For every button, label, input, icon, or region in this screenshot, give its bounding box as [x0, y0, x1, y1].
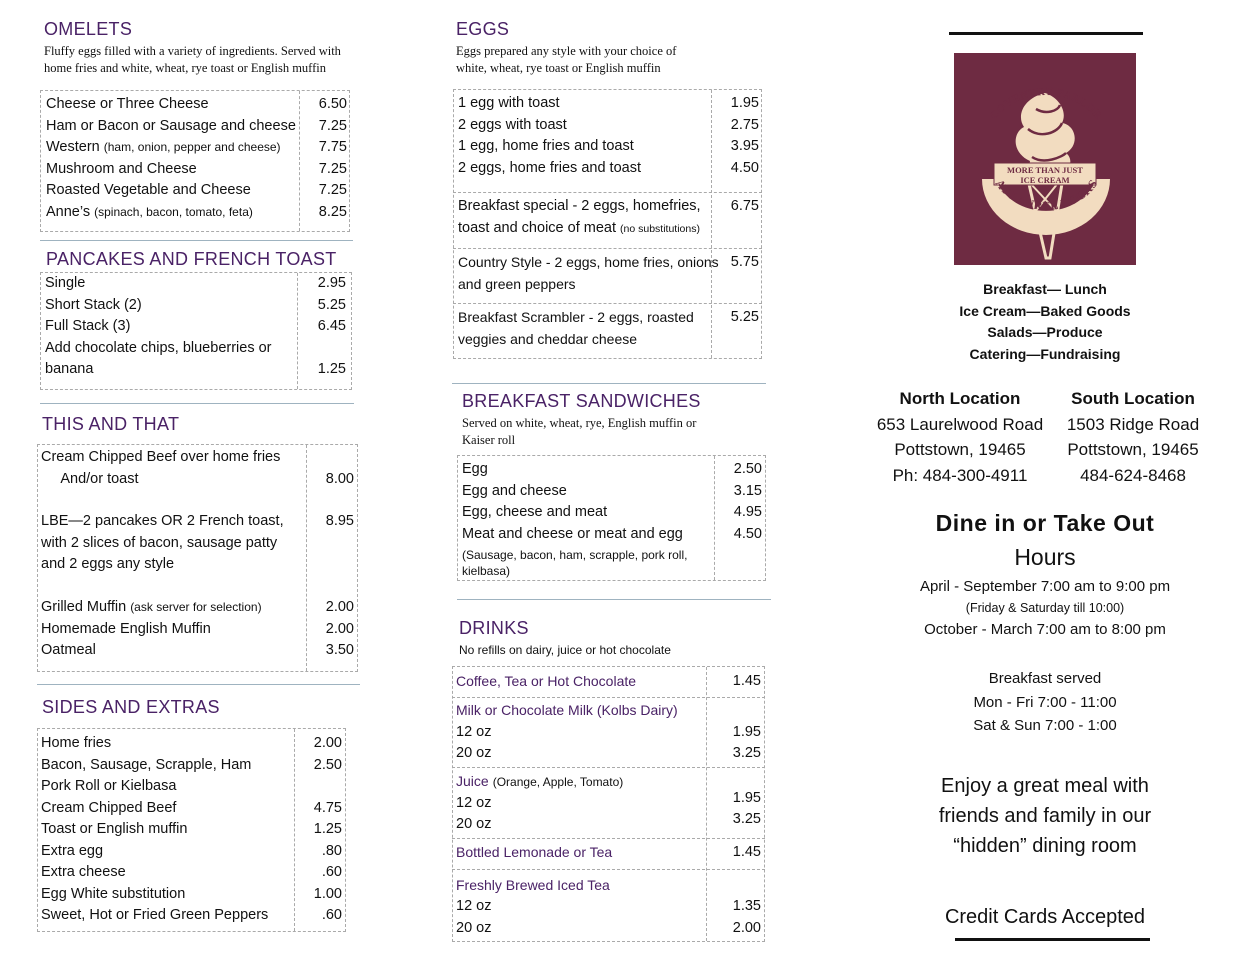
row-divider [453, 192, 762, 193]
north-location [870, 386, 1050, 488]
menu-item: Cream Chipped Beef [41, 799, 177, 816]
credit-cards-note: Credit Cards Accepted [944, 906, 1146, 928]
menu-item-price: 3.25 [732, 811, 761, 827]
drink-item: Coffee, Tea or Hot Chocolate [456, 673, 637, 689]
enjoy-line: “hidden” dining room [953, 835, 1137, 857]
eggs-description [456, 43, 676, 77]
menu-item-price: 1.25 [313, 821, 342, 837]
menu-item-price: .60 [321, 907, 342, 923]
menu-item: Western (ham, onion, pepper and cheese) [46, 139, 281, 155]
enjoy-line: Enjoy a great meal with [941, 775, 1149, 797]
menu-item-price: 6.45 [317, 318, 346, 334]
eggs-desc-line: white, wheat, rye toast or English muffin [456, 61, 661, 75]
menu-item: Anne’s (spinach, bacon, tomato, feta) [46, 203, 253, 220]
menu-item: Full Stack (3) [45, 318, 131, 334]
menu-item: Extra egg [41, 842, 104, 859]
menu-item-price: 1.95 [732, 790, 761, 806]
menu-item: Mushroom and Cheese [46, 160, 197, 177]
drink-size: 12 oz [456, 794, 492, 811]
menu-item-price: .80 [321, 842, 342, 859]
menu-item-price: .60 [321, 864, 342, 880]
menu-item: Add chocolate chips, blueberries or [45, 339, 272, 356]
row-divider [453, 248, 762, 249]
menu-item: toast and choice of meat (no substitutions) [458, 219, 700, 236]
menu-item: Egg, cheese and meat [462, 504, 608, 520]
logo-top-text: COVENTRY PARLOR [987, 85, 1105, 122]
menu-item-price: 5.25 [730, 309, 759, 325]
drinks-title: DRINKS [459, 618, 529, 638]
menu-item-price: 7.25 [318, 160, 347, 177]
menu-item-price: 2.00 [313, 735, 342, 751]
location-address: 653 Laurelwood Road [876, 414, 1044, 434]
enjoy-message [895, 771, 1195, 861]
menu-item-price: 7.25 [318, 117, 347, 134]
menu-item: Bacon, Sausage, Scrapple, Ham [41, 756, 252, 773]
menu-item-price: 4.50 [730, 159, 759, 176]
menu-item: Cheese or Three Cheese [46, 96, 209, 112]
menu-item: Egg [462, 461, 488, 477]
drink-size: 20 oz [456, 745, 492, 761]
section-divider [457, 599, 771, 600]
coventry-parlor-logo [954, 53, 1136, 265]
menu-item: 1 egg with toast [458, 95, 560, 111]
logo-emblem-icon [954, 53, 1136, 265]
row-divider [452, 838, 765, 839]
location-title: South Location [1071, 389, 1195, 408]
row-divider [453, 303, 762, 304]
drink-size: 20 oz [456, 816, 492, 832]
drinks-description: No refills on dairy, juice or hot chocolate [459, 643, 671, 657]
location-address: 1503 Ridge Road [1066, 414, 1200, 434]
menu-item: Egg White substitution [41, 885, 186, 902]
menu-item-price: 2.75 [730, 116, 759, 133]
menu-item: And/or toast [41, 470, 139, 487]
eggs-desc-line: Eggs prepared any style with your choice of [456, 44, 677, 58]
service-line: Catering—Fundraising [969, 345, 1121, 362]
menu-item: 2 eggs with toast [458, 116, 567, 133]
menu-item-price: 5.75 [730, 254, 759, 270]
eggs-title: EGGS [456, 19, 510, 39]
menu-item-price: 2.00 [325, 620, 354, 637]
sandwiches-description [462, 415, 696, 449]
menu-item-price: 6.50 [318, 96, 347, 112]
menu-item-price: 3.50 [325, 642, 354, 658]
section-divider [452, 383, 766, 384]
menu-item-price: 1.45 [732, 844, 761, 860]
drink-item: Juice (Orange, Apple, Tomato) [456, 773, 624, 789]
menu-item-price: 2.95 [317, 275, 346, 291]
menu-item-price: 1.45 [732, 673, 761, 689]
menu-item: Breakfast special - 2 eggs, homefries, [458, 198, 701, 214]
menu-item: veggies and cheddar cheese [458, 330, 638, 347]
location-city: Pottstown, 19465 [1067, 440, 1199, 459]
menu-item: with 2 slices of bacon, sausage patty [41, 534, 278, 551]
menu-item: LBE—2 pancakes OR 2 French toast, [41, 513, 284, 529]
menu-item: Cream Chipped Beef over home fries [41, 449, 281, 465]
service-line: Salads—Produce [987, 324, 1103, 340]
hours-winter: October - March 7:00 am to 8:00 pm [924, 621, 1166, 638]
menu-item: Toast or English muffin [41, 821, 188, 837]
sandwiches-desc-line: Served on white, wheat, rye, English muffin or [462, 416, 697, 430]
menu-item: and green peppers [458, 275, 576, 292]
drink-size: 12 oz [456, 723, 492, 740]
services-list [930, 279, 1160, 365]
menu-item-price: 1.35 [732, 898, 761, 914]
menu-item-price: 1.25 [317, 361, 346, 377]
drink-size: 20 oz [456, 919, 492, 936]
menu-item: 2 eggs, home fries and toast [458, 159, 641, 176]
menu-item-price: 2.50 [733, 461, 762, 477]
location-city: Pottstown, 19465 [894, 440, 1026, 459]
dine-in-heading: Dine in or Take Out [935, 510, 1155, 536]
breakfast-title: Breakfast served [988, 670, 1102, 687]
menu-item-price: 6.75 [730, 198, 759, 214]
note-line: (Sausage, bacon, ham, scrapple, pork roll, [462, 548, 688, 562]
breakfast-hours [880, 667, 1210, 738]
menu-item: 1 egg, home fries and toast [458, 138, 634, 154]
south-location [1048, 386, 1218, 488]
menu-item-price: 2.00 [732, 919, 761, 936]
menu-item: Country Style - 2 eggs, home fries, onions [458, 254, 719, 270]
drink-size: 12 oz [456, 898, 492, 914]
menu-item-price: 1.00 [313, 885, 342, 902]
menu-item-price: 3.95 [730, 138, 759, 154]
this-and-that-title: THIS AND THAT [42, 414, 180, 434]
menu-item-price: 2.50 [313, 756, 342, 773]
breakfast-weekday: Mon - Fri 7:00 - 11:00 [973, 693, 1117, 711]
logo-bottom-text: AT LAUREL LOCKS [992, 176, 1101, 213]
omelets-title: OMELETS [44, 19, 133, 39]
enjoy-line: friends and family in our [938, 805, 1152, 827]
omelets-desc-line: Fluffy eggs filled with a variety of ingredients. Served with [44, 44, 341, 58]
omelets-desc-line: home fries and white, wheat, rye toast or English muffin [44, 61, 326, 75]
menu-item-price: 4.75 [313, 799, 342, 816]
menu-item: Home fries [41, 735, 112, 751]
menu-item: and 2 eggs any style [41, 556, 175, 572]
location-phone: Ph: 484-300-4911 [892, 465, 1028, 485]
menu-item-price: 4.50 [733, 525, 762, 542]
hours-summer: April - September 7:00 am to 9:00 pm [919, 578, 1171, 595]
location-title: North Location [899, 389, 1021, 408]
menu-item-price: 1.95 [730, 95, 759, 111]
menu-item-price: 2.00 [325, 599, 354, 615]
drink-item: Bottled Lemonade or Tea [456, 844, 613, 860]
section-divider [40, 403, 354, 404]
menu-item-price: 4.95 [733, 504, 762, 520]
menu-item: Single [45, 275, 86, 291]
menu-item: Egg and cheese [462, 482, 567, 499]
logo-tagline-1: MORE THAN JUST [1007, 165, 1083, 175]
menu-item-price: 8.00 [325, 470, 354, 487]
sides-title: SIDES AND EXTRAS [42, 697, 220, 717]
menu-item: Oatmeal [41, 642, 96, 658]
sandwiches-desc-line: Kaiser roll [462, 433, 516, 447]
menu-item-price: 7.75 [318, 139, 347, 155]
menu-item-price: 3.15 [733, 482, 762, 499]
note-line: kielbasa) [462, 564, 511, 578]
menu-item-price: 5.25 [317, 296, 346, 313]
menu-item: Roasted Vegetable and Cheese [46, 182, 251, 198]
menu-item: Ham or Bacon or Sausage and cheese [46, 117, 296, 134]
logo-tagline-2: ICE CREAM [1020, 175, 1070, 185]
section-divider [40, 240, 353, 241]
breakfast-weekend: Sat & Sun 7:00 - 1:00 [973, 717, 1117, 734]
service-line: Breakfast— Lunch [983, 281, 1107, 297]
menu-item: Sweet, Hot or Fried Green Peppers [41, 907, 269, 923]
menu-item-price: 1.95 [732, 723, 761, 740]
sandwiches-title: BREAKFAST SANDWICHES [462, 391, 701, 411]
row-divider [452, 869, 765, 870]
menu-item: Homemade English Muffin [41, 620, 211, 637]
menu-item: Grilled Muffin (ask server for selection) [41, 599, 262, 615]
top-rule [949, 32, 1143, 35]
menu-item-price: 8.95 [325, 513, 354, 529]
menu-item-price: 3.25 [732, 745, 761, 761]
menu-item: Meat and cheese or meat and egg [462, 525, 683, 542]
menu-item: Breakfast Scrambler - 2 eggs, roasted [458, 309, 694, 325]
section-divider [37, 684, 360, 685]
menu-item-price: 7.25 [318, 182, 347, 198]
drink-item: Freshly Brewed Iced Tea [456, 877, 610, 893]
hours-heading: Hours [1014, 544, 1076, 570]
row-divider [452, 767, 765, 768]
menu-item: Short Stack (2) [45, 296, 142, 313]
menu-item-price: 8.25 [318, 203, 347, 220]
drink-item: Milk or Chocolate Milk (Kolbs Dairy) [456, 702, 678, 718]
bottom-rule [955, 938, 1150, 941]
omelets-description [44, 43, 341, 77]
menu-item: Extra cheese [41, 864, 126, 880]
sandwich-meat-note [462, 547, 687, 579]
service-line: Ice Cream—Baked Goods [959, 302, 1131, 319]
row-divider [452, 697, 765, 698]
location-phone: 484-624-8468 [1080, 465, 1186, 485]
menu-item: Pork Roll or Kielbasa [41, 778, 177, 794]
menu-item: banana [45, 361, 94, 377]
hours-summer-note: (Friday & Saturday till 10:00) [965, 601, 1125, 615]
pancakes-title: PANCAKES AND FRENCH TOAST [46, 249, 337, 269]
